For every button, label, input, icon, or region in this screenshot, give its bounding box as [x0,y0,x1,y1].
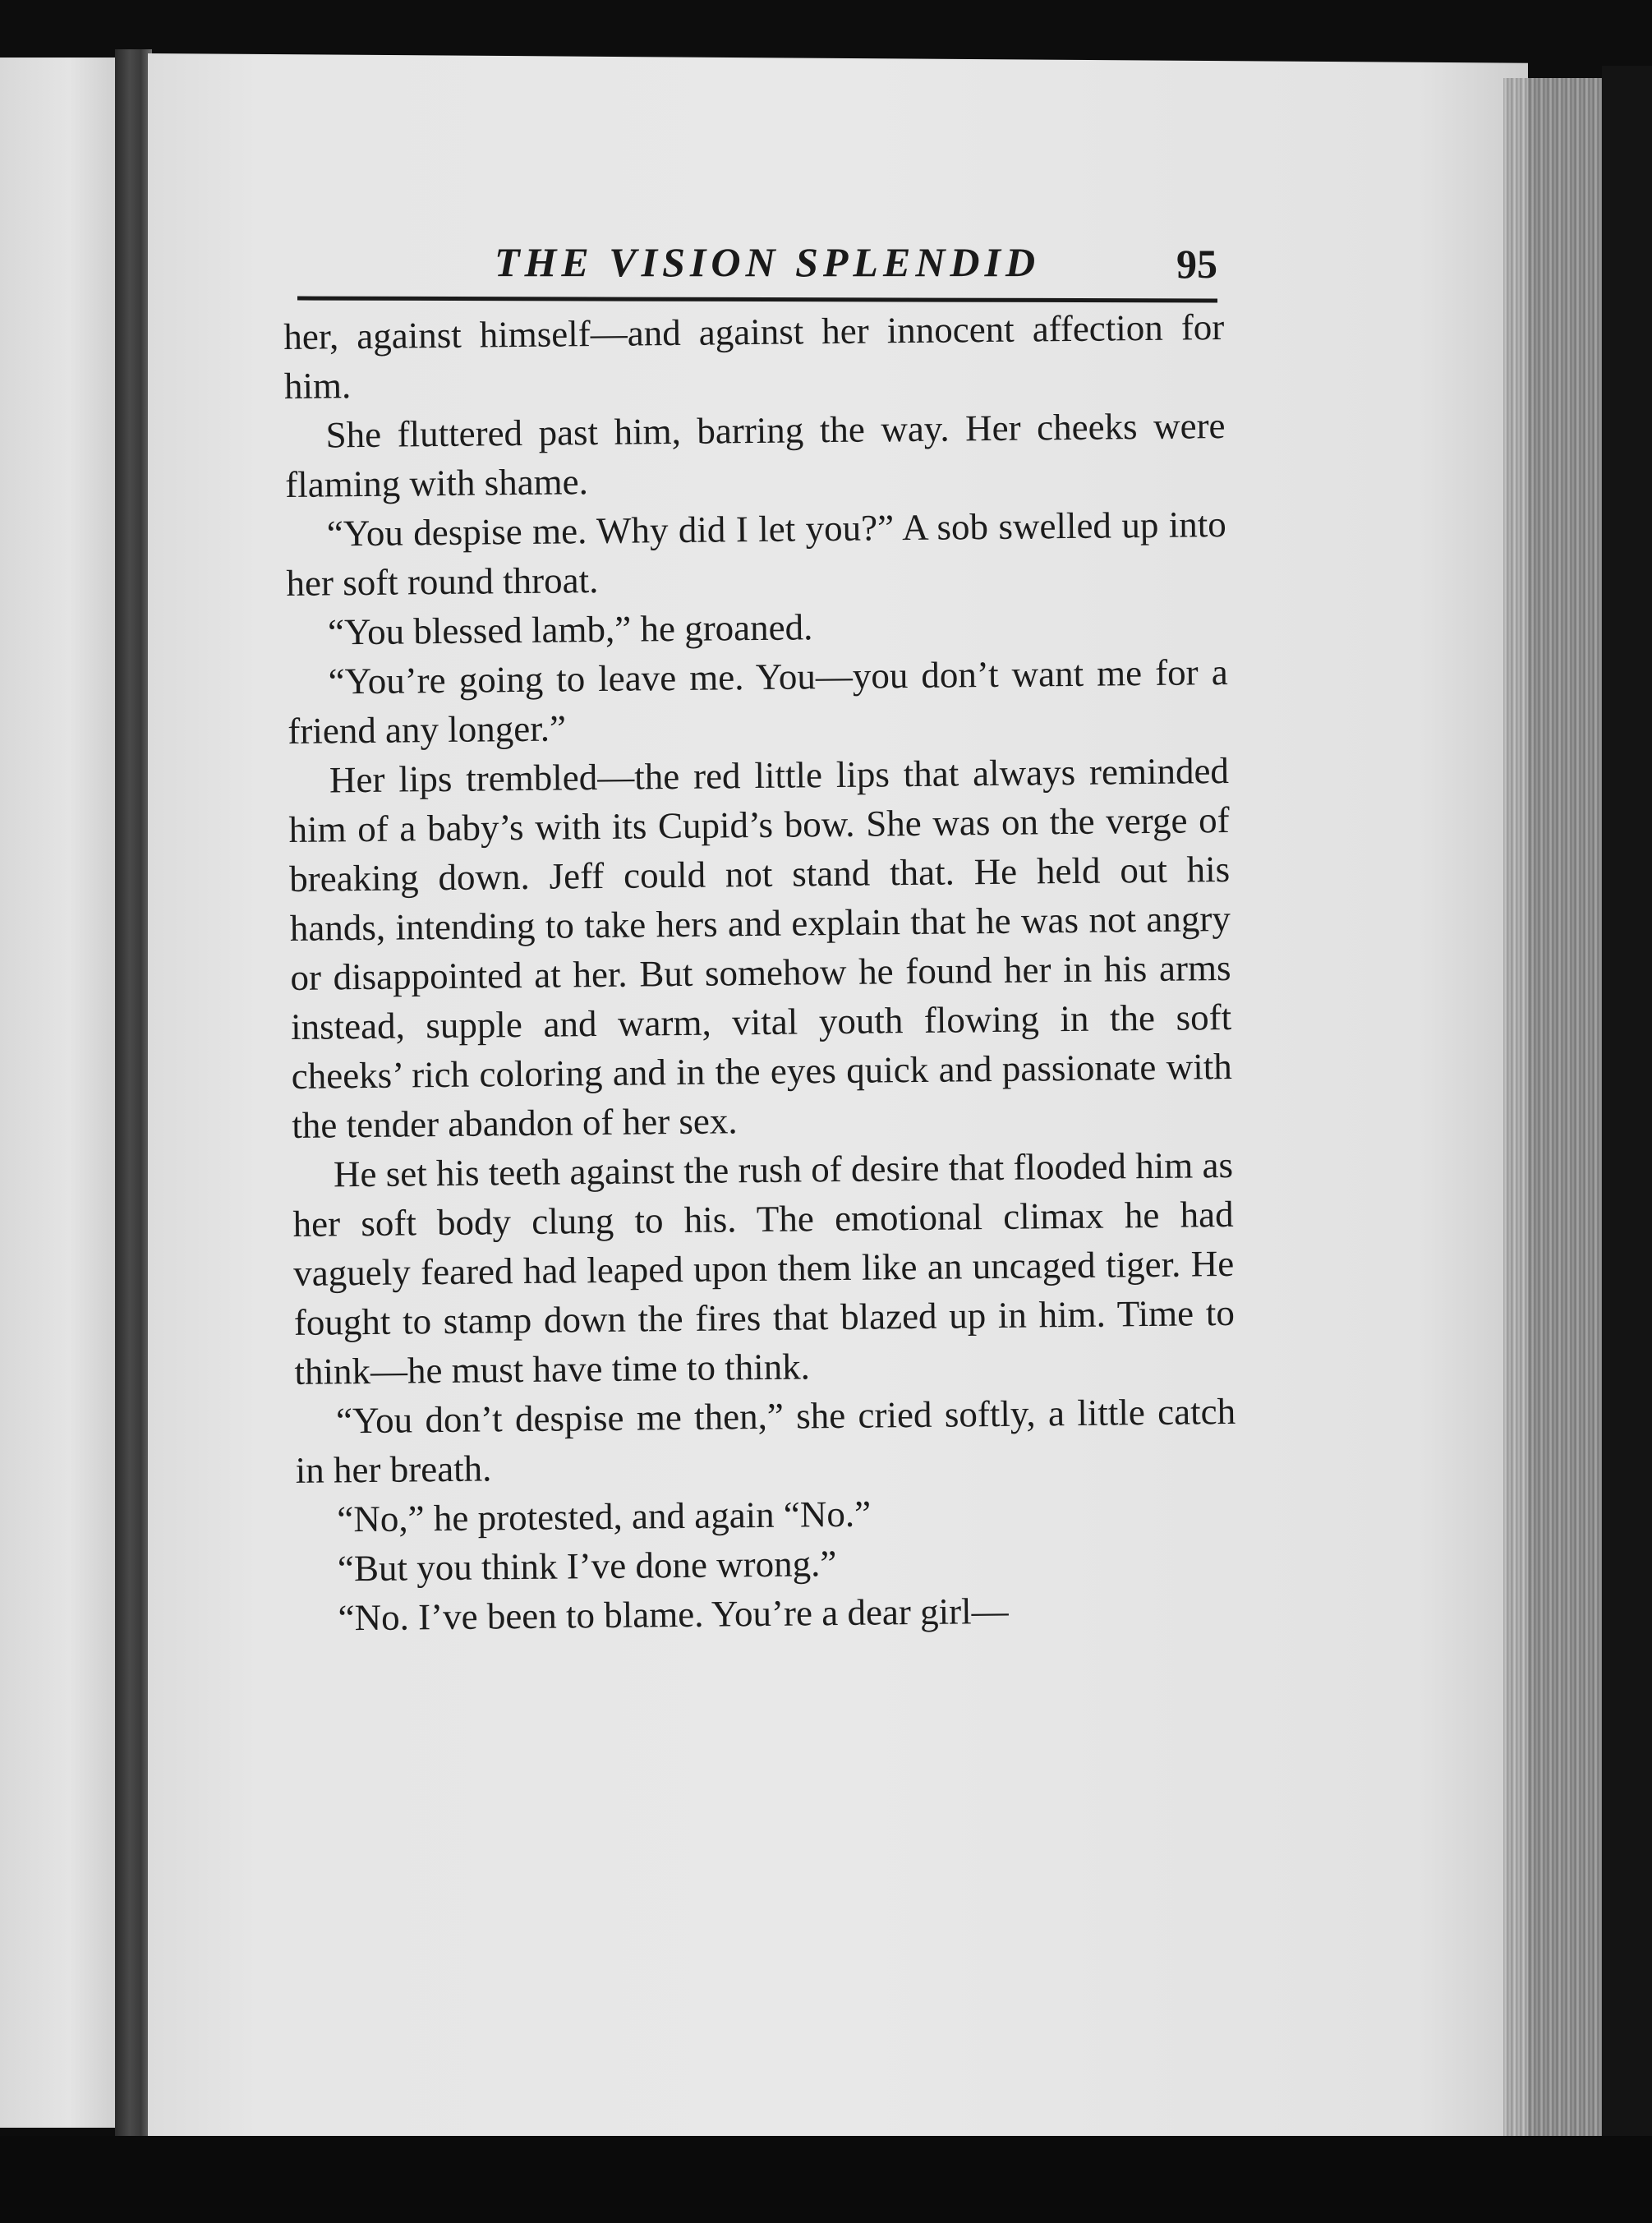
paragraph: “You blessed lamb,” he groaned. [327,606,813,653]
running-title: THE VISION SPLENDID [495,239,1041,285]
page-body [283,302,1238,1643]
paragraph: “No,” he protested, and again “No.” [337,1493,872,1540]
book-spine [115,49,152,2136]
paragraph: “No. I’ve been to blame. You’re a dear girl— [338,1590,1009,1639]
paragraph: “You despise me. Why did I let you?” A sob swelled up into her soft round throat. [286,503,1227,604]
bottom-shadow [0,2136,1652,2223]
left-page-edge [0,58,115,2128]
page-number: 95 [1176,241,1217,287]
paragraph: Her lips trembled—the red little lips that always reminded him of a baby’s with its Cupid’s bow. She was on the verge of breaking down. Jeff could not stand that. He held out his hands, intending to take hers and explain that he was not angry or disappointed at her. But somehow he found her in his arms instead, supple and warm, vital youth flowing in the soft cheeks’ rich coloring and in the eyes quick and passionate with the tender abandon of her sex. [288,749,1232,1146]
paragraph: “You’re going to leave me. You—you don’t want me for a friend any longer.” [288,651,1228,752]
paragraph: He set his teeth against the rush of desire that flooded him as her soft body clung to his. The emotional climax he had vaguely feared had leaped upon them like an uncaged tiger. He fought to stamp down the fires that blazed up in him. Time to think—he must have time to think. [292,1144,1236,1392]
paragraph: “But you think I’ve done wrong.” [337,1543,837,1590]
paragraph: She fluttered past him, barring the way. Her cheeks were flaming with shame. [284,405,1226,505]
running-header [297,230,1217,296]
page-stack-edge [1503,78,1610,2173]
right-shadow [1602,66,1652,2223]
paragraph: her, against himself—and against her innocent affection for him. [283,306,1225,407]
paragraph: “You don’t despise me then,” she cried softly, a little catch in her breath. [295,1390,1236,1491]
